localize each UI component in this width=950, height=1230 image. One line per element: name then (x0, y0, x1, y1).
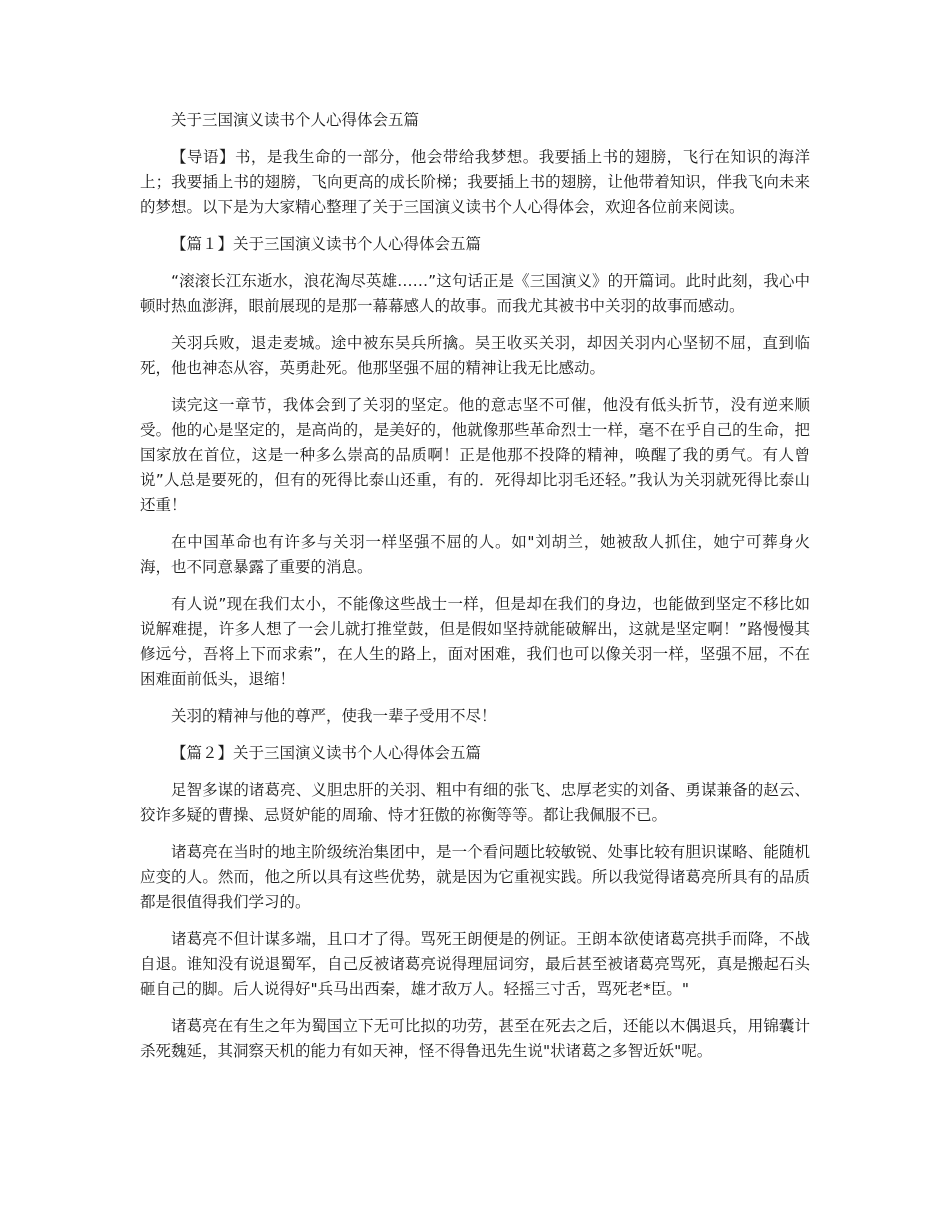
paragraph: 诸葛亮在当时的地主阶级统治集团中，是一个看问题比较敏锐、处事比较有胆识谋略、能随机应变的人。然而，他之所以具有这些优势，就是因为它重视实践。所以我觉得诸葛亮所具有的品质都是很值得我们学习的。 (140, 843, 810, 911)
intro-paragraph: 【导语】书，是我生命的一部分，他会带给我梦想。我要插上书的翅膀，飞行在知识的海洋上；我要插上书的翅膀，飞向更高的成长阶梯；我要插上书的翅膀，让他带着知识，伴我飞向未来的梦想。以下是为大家精心整理了关于三国演义读书个人心得体会，欢迎各位前来阅读。 (140, 148, 810, 216)
paragraph: 有人说”现在我们太小，不能像这些战士一样，但是却在我们的身边，也能做到坚定不移比如说解难提，许多人想了一会儿就打推堂鼓，但是假如坚持就能破解出，这就是坚定啊！”路慢慢其修远兮，吾将上下而求索”，在人生的路上，面对困难，我们也可以像关羽一样，坚强不屈，不在困难面前低头，退缩！ (140, 595, 810, 688)
paragraph: 在中国革命也有许多与关羽一样坚强不屈的人。如"刘胡兰，她被敌人抓住，她宁可葬身火海，也不同意暴露了重要的消息。 (140, 533, 810, 576)
paragraph: 关羽兵败，退走麦城。途中被东吴兵所擒。吴王收买关羽，却因关羽内心坚韧不屈，直到临死，他也神态从容，英勇赴死。他那坚强不屈的精神让我无比感动。 (140, 334, 810, 377)
paragraph: 关羽的精神与他的尊严，使我一辈子受用不尽！ (171, 707, 497, 725)
document-title: 关于三国演义读书个人心得体会五篇 (171, 111, 420, 129)
paragraph: 足智多谋的诸葛亮、义胆忠肝的关羽、粗中有细的张飞、忠厚老实的刘备、勇谋兼备的赵云、狡诈多疑的曹操、忌贤妒能的周瑜、恃才狂傲的祢衡等等。都让我佩服不已。 (140, 781, 810, 824)
paragraph: 诸葛亮不但计谋多端，且口才了得。骂死王朗便是的例证。王朗本欲使诸葛亮拱手而降，不战自退。谁知没有说退蜀军，自己反被诸葛亮说得理屈词穷，最后甚至被诸葛亮骂死，真是搬起石头砸自己的脚。后人说得好"兵马出西秦，雄才敌万人。轻摇三寸舌，骂死老*臣。" (140, 930, 810, 998)
paragraph: 读完这一章节，我体会到了关羽的坚定。他的意志坚不可催，他没有低头折节，没有逆来顺受。他的心是坚定的，是高尚的，是美好的，他就像那些革命烈士一样，毫不在乎自己的生命，把国家放在首位，这是一种多么崇高的品质啊！正是他那不投降的精神，唤醒了我的勇气。有人曾说”人总是要死的，但有的死得比泰山还重，有的．死得却比羽毛还轻。”我认为关羽就死得比泰山还重！ (140, 396, 810, 514)
document-page (140, 108, 810, 1076)
paragraph: “滚滚长江东逝水，浪花淘尽英雄……”这句话正是《三国演义》的开篇词。此时此刻，我心中顿时热血澎湃，眼前展现的是那一幕幕感人的故事。而我尤其被书中关羽的故事而感动。 (140, 272, 810, 315)
paragraph: 诸葛亮在有生之年为蜀国立下无可比拟的功劳，甚至在死去之后，还能以木偶退兵，用锦囊计杀死魏延，其洞察天机的能力有如天神，怪不得鲁迅先生说"状诸葛之多智近妖"呢。 (140, 1017, 810, 1060)
section-heading-1: 【篇１】关于三国演义读书个人心得体会五篇 (171, 235, 482, 253)
section-heading-2: 【篇２】关于三国演义读书个人心得体会五篇 (171, 744, 482, 762)
